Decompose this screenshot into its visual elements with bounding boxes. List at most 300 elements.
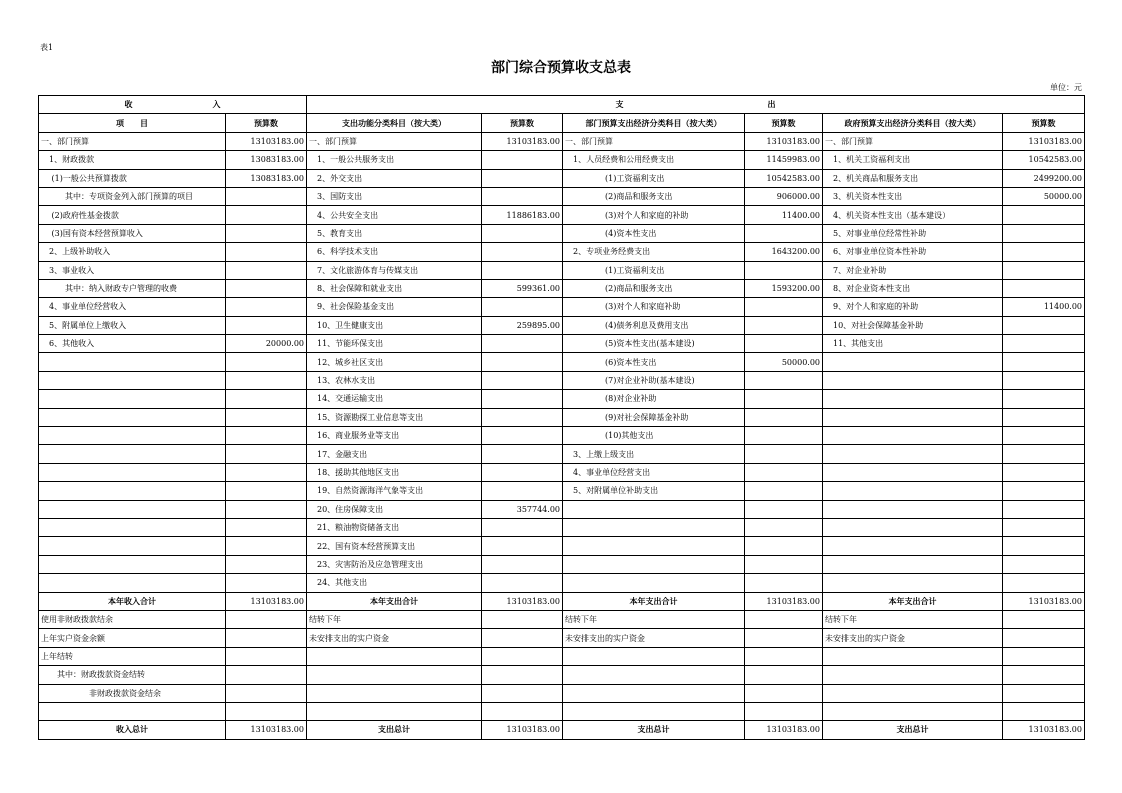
budget-amount-cell bbox=[482, 224, 563, 242]
item-label-cell bbox=[39, 574, 226, 592]
budget-amount-cell: 259895.00 bbox=[482, 316, 563, 334]
expense-header: 支 出 bbox=[307, 96, 1085, 114]
table-row bbox=[39, 187, 1085, 205]
item-label-cell: 5、教育支出 bbox=[307, 224, 482, 242]
item-label-cell bbox=[39, 463, 226, 481]
budget-amount-cell bbox=[1003, 427, 1085, 445]
budget-amount-cell bbox=[745, 666, 823, 684]
item-label-cell bbox=[307, 684, 482, 702]
item-label-cell bbox=[823, 371, 1003, 389]
item-label-cell bbox=[563, 537, 745, 555]
column-header: 部门预算支出经济分类科目（按大类） bbox=[563, 114, 745, 132]
item-label-cell: 3、国防支出 bbox=[307, 187, 482, 205]
item-label-cell: 20、住房保障支出 bbox=[307, 500, 482, 518]
item-label-cell bbox=[563, 647, 745, 665]
item-label-cell: 21、粮油物资储备支出 bbox=[307, 518, 482, 536]
budget-amount-cell bbox=[745, 684, 823, 702]
item-label-cell bbox=[39, 702, 226, 720]
item-label-cell: (10)其他支出 bbox=[563, 427, 745, 445]
item-label-cell: 其中：财政拨款资金结转 bbox=[39, 666, 226, 684]
budget-amount-cell: 13103183.00 bbox=[226, 592, 307, 610]
budget-amount-cell bbox=[745, 371, 823, 389]
table-row bbox=[39, 463, 1085, 481]
budget-amount-cell bbox=[482, 335, 563, 353]
table-row bbox=[39, 206, 1085, 224]
item-label-cell bbox=[307, 702, 482, 720]
column-header: 预算数 bbox=[1003, 114, 1085, 132]
header-row-1 bbox=[39, 96, 1085, 114]
budget-amount-cell bbox=[745, 316, 823, 334]
column-header: 预算数 bbox=[226, 114, 307, 132]
budget-amount-cell: 13103183.00 bbox=[1003, 721, 1085, 739]
item-label-cell bbox=[823, 702, 1003, 720]
budget-amount-cell bbox=[226, 445, 307, 463]
budget-amount-cell: 13103183.00 bbox=[482, 721, 563, 739]
item-label-cell: 未安排支出的实户资金 bbox=[307, 629, 482, 647]
budget-amount-cell bbox=[226, 500, 307, 518]
table-row bbox=[39, 647, 1085, 665]
budget-amount-cell bbox=[226, 187, 307, 205]
budget-table bbox=[38, 95, 1085, 740]
table-number: 表1 bbox=[40, 43, 54, 52]
table-row bbox=[39, 316, 1085, 334]
budget-amount-cell: 50000.00 bbox=[1003, 187, 1085, 205]
budget-amount-cell: 13103183.00 bbox=[745, 132, 823, 150]
item-label-cell: 4、公共安全支出 bbox=[307, 206, 482, 224]
table-row bbox=[39, 224, 1085, 242]
budget-amount-cell bbox=[482, 353, 563, 371]
item-label-cell: 7、文化旅游体育与传媒支出 bbox=[307, 261, 482, 279]
item-label-cell bbox=[39, 408, 226, 426]
item-label-cell: 未安排支出的实户资金 bbox=[563, 629, 745, 647]
item-label-cell: 3、上缴上级支出 bbox=[563, 445, 745, 463]
item-label-cell: 上年结转 bbox=[39, 647, 226, 665]
budget-amount-cell bbox=[482, 574, 563, 592]
budget-amount-cell bbox=[1003, 371, 1085, 389]
budget-amount-cell bbox=[226, 316, 307, 334]
table-row bbox=[39, 610, 1085, 628]
item-label-cell: 4、机关资本性支出（基本建设） bbox=[823, 206, 1003, 224]
budget-amount-cell bbox=[1003, 518, 1085, 536]
item-label-cell bbox=[39, 518, 226, 536]
item-label-cell: 一、部门预算 bbox=[823, 132, 1003, 150]
budget-amount-cell: 13083183.00 bbox=[226, 151, 307, 169]
item-label-cell: 一、部门预算 bbox=[39, 132, 226, 150]
budget-amount-cell: 2499200.00 bbox=[1003, 169, 1085, 187]
budget-amount-cell bbox=[226, 353, 307, 371]
item-label-cell bbox=[823, 666, 1003, 684]
budget-amount-cell bbox=[226, 684, 307, 702]
budget-amount-cell: 20000.00 bbox=[226, 335, 307, 353]
budget-amount-cell bbox=[226, 427, 307, 445]
item-label-cell: 支出总计 bbox=[563, 721, 745, 739]
item-label-cell: 5、对附属单位补助支出 bbox=[563, 482, 745, 500]
item-label-cell: (3)对个人和家庭补助 bbox=[563, 298, 745, 316]
header-row-2 bbox=[39, 114, 1085, 132]
budget-amount-cell bbox=[1003, 629, 1085, 647]
budget-amount-cell: 11400.00 bbox=[1003, 298, 1085, 316]
table-row bbox=[39, 408, 1085, 426]
item-label-cell bbox=[823, 500, 1003, 518]
item-label-cell: (2)政府性基金拨款 bbox=[39, 206, 226, 224]
budget-amount-cell bbox=[226, 279, 307, 297]
budget-amount-cell bbox=[226, 647, 307, 665]
page-title: 部门综合预算收支总表 bbox=[491, 60, 631, 76]
table-row bbox=[39, 666, 1085, 684]
item-label-cell: 5、附属单位上缴收入 bbox=[39, 316, 226, 334]
budget-amount-cell: 13103183.00 bbox=[1003, 132, 1085, 150]
item-label-cell: 10、对社会保障基金补助 bbox=[823, 316, 1003, 334]
budget-amount-cell bbox=[482, 298, 563, 316]
budget-amount-cell: 10542583.00 bbox=[1003, 151, 1085, 169]
item-label-cell bbox=[563, 518, 745, 536]
item-label-cell: (4)债务利息及费用支出 bbox=[563, 316, 745, 334]
budget-amount-cell bbox=[745, 647, 823, 665]
item-label-cell bbox=[563, 500, 745, 518]
item-label-cell: 未安排支出的实户资金 bbox=[823, 629, 1003, 647]
item-label-cell: 2、外交支出 bbox=[307, 169, 482, 187]
budget-amount-cell bbox=[226, 261, 307, 279]
budget-amount-cell: 10542583.00 bbox=[745, 169, 823, 187]
item-label-cell: 一、部门预算 bbox=[563, 132, 745, 150]
table-row bbox=[39, 151, 1085, 169]
item-label-cell: 4、事业单位经营支出 bbox=[563, 463, 745, 481]
budget-amount-cell bbox=[226, 463, 307, 481]
item-label-cell: 6、对事业单位资本性补助 bbox=[823, 243, 1003, 261]
budget-amount-cell bbox=[226, 390, 307, 408]
budget-amount-cell bbox=[745, 335, 823, 353]
table-row bbox=[39, 445, 1085, 463]
item-label-cell: 17、金融支出 bbox=[307, 445, 482, 463]
item-label-cell: 15、资源勘探工业信息等支出 bbox=[307, 408, 482, 426]
budget-amount-cell bbox=[226, 574, 307, 592]
budget-amount-cell bbox=[1003, 335, 1085, 353]
table-row bbox=[39, 169, 1085, 187]
budget-amount-cell: 357744.00 bbox=[482, 500, 563, 518]
table-row bbox=[39, 132, 1085, 150]
budget-amount-cell bbox=[482, 482, 563, 500]
column-header: 预算数 bbox=[482, 114, 563, 132]
table-row bbox=[39, 518, 1085, 536]
item-label-cell: (1)工资福利支出 bbox=[563, 169, 745, 187]
item-label-cell: 11、其他支出 bbox=[823, 335, 1003, 353]
budget-amount-cell bbox=[482, 463, 563, 481]
budget-amount-cell bbox=[482, 610, 563, 628]
budget-amount-cell: 11886183.00 bbox=[482, 206, 563, 224]
budget-amount-cell bbox=[482, 647, 563, 665]
item-label-cell bbox=[39, 371, 226, 389]
item-label-cell: 本年收入合计 bbox=[39, 592, 226, 610]
item-label-cell bbox=[563, 574, 745, 592]
item-label-cell: 23、灾害防治及应急管理支出 bbox=[307, 555, 482, 573]
item-label-cell: 22、国有资本经营预算支出 bbox=[307, 537, 482, 555]
item-label-cell: 其中：纳入财政专户管理的收费 bbox=[39, 279, 226, 297]
budget-amount-cell bbox=[482, 243, 563, 261]
item-label-cell: 9、对个人和家庭的补助 bbox=[823, 298, 1003, 316]
year-total-row bbox=[39, 592, 1085, 610]
column-header: 政府预算支出经济分类科目（按大类） bbox=[823, 114, 1003, 132]
budget-amount-cell bbox=[482, 151, 563, 169]
table-row bbox=[39, 684, 1085, 702]
item-label-cell: 8、社会保障和就业支出 bbox=[307, 279, 482, 297]
grand-total-row bbox=[39, 721, 1085, 739]
table-row bbox=[39, 353, 1085, 371]
budget-amount-cell bbox=[482, 390, 563, 408]
table-row bbox=[39, 537, 1085, 555]
budget-amount-cell bbox=[745, 427, 823, 445]
column-header: 项 目 bbox=[39, 114, 226, 132]
table-row bbox=[39, 279, 1085, 297]
table-row bbox=[39, 482, 1085, 500]
item-label-cell: (6)资本性支出 bbox=[563, 353, 745, 371]
item-label-cell: (8)对企业补助 bbox=[563, 390, 745, 408]
budget-amount-cell bbox=[482, 684, 563, 702]
unit-label: 单位：元 bbox=[1050, 83, 1082, 92]
item-label-cell bbox=[823, 463, 1003, 481]
item-label-cell bbox=[823, 353, 1003, 371]
budget-amount-cell bbox=[745, 610, 823, 628]
budget-amount-cell bbox=[482, 518, 563, 536]
item-label-cell: 5、对事业单位经常性补助 bbox=[823, 224, 1003, 242]
budget-amount-cell bbox=[226, 298, 307, 316]
budget-amount-cell bbox=[226, 666, 307, 684]
item-label-cell: 一、部门预算 bbox=[307, 132, 482, 150]
item-label-cell: 支出总计 bbox=[823, 721, 1003, 739]
item-label-cell: 结转下年 bbox=[563, 610, 745, 628]
budget-amount-cell bbox=[745, 224, 823, 242]
item-label-cell bbox=[823, 574, 1003, 592]
budget-amount-cell bbox=[226, 610, 307, 628]
budget-amount-cell bbox=[745, 445, 823, 463]
budget-amount-cell: 11400.00 bbox=[745, 206, 823, 224]
budget-amount-cell bbox=[745, 463, 823, 481]
budget-amount-cell: 13103183.00 bbox=[482, 132, 563, 150]
budget-amount-cell: 13103183.00 bbox=[226, 132, 307, 150]
item-label-cell: 支出总计 bbox=[307, 721, 482, 739]
item-label-cell: 16、商业服务业等支出 bbox=[307, 427, 482, 445]
item-label-cell: 非财政拨款资金结余 bbox=[39, 684, 226, 702]
budget-amount-cell bbox=[1003, 408, 1085, 426]
item-label-cell bbox=[823, 390, 1003, 408]
item-label-cell: 结转下年 bbox=[307, 610, 482, 628]
budget-amount-cell bbox=[226, 555, 307, 573]
item-label-cell: (4)资本性支出 bbox=[563, 224, 745, 242]
item-label-cell bbox=[563, 702, 745, 720]
item-label-cell bbox=[823, 684, 1003, 702]
budget-amount-cell bbox=[226, 206, 307, 224]
item-label-cell: (3)国有资本经营预算收入 bbox=[39, 224, 226, 242]
item-label-cell: 10、卫生健康支出 bbox=[307, 316, 482, 334]
item-label-cell: 12、城乡社区支出 bbox=[307, 353, 482, 371]
budget-amount-cell bbox=[745, 574, 823, 592]
table-row bbox=[39, 574, 1085, 592]
item-label-cell bbox=[563, 684, 745, 702]
budget-amount-cell bbox=[226, 371, 307, 389]
item-label-cell bbox=[39, 445, 226, 463]
budget-amount-cell bbox=[1003, 610, 1085, 628]
item-label-cell: (1)一般公共预算拨款 bbox=[39, 169, 226, 187]
budget-amount-cell bbox=[1003, 574, 1085, 592]
budget-amount-cell bbox=[745, 518, 823, 536]
item-label-cell bbox=[823, 408, 1003, 426]
item-label-cell bbox=[39, 390, 226, 408]
item-label-cell bbox=[823, 482, 1003, 500]
budget-amount-cell bbox=[226, 482, 307, 500]
budget-amount-cell bbox=[1003, 684, 1085, 702]
budget-amount-cell bbox=[1003, 206, 1085, 224]
budget-amount-cell bbox=[226, 629, 307, 647]
budget-amount-cell bbox=[482, 702, 563, 720]
item-label-cell: (2)商品和服务支出 bbox=[563, 279, 745, 297]
income-header: 收 入 bbox=[39, 96, 307, 114]
budget-amount-cell bbox=[745, 500, 823, 518]
item-label-cell bbox=[307, 666, 482, 684]
item-label-cell bbox=[563, 666, 745, 684]
item-label-cell bbox=[823, 427, 1003, 445]
table-row bbox=[39, 390, 1085, 408]
item-label-cell: (7)对企业补助(基本建设) bbox=[563, 371, 745, 389]
item-label-cell: 7、对企业补助 bbox=[823, 261, 1003, 279]
item-label-cell bbox=[823, 537, 1003, 555]
budget-amount-cell: 1643200.00 bbox=[745, 243, 823, 261]
budget-amount-cell bbox=[1003, 463, 1085, 481]
table-row bbox=[39, 500, 1085, 518]
budget-amount-cell bbox=[482, 371, 563, 389]
budget-amount-cell bbox=[1003, 555, 1085, 573]
budget-amount-cell bbox=[1003, 647, 1085, 665]
budget-amount-cell bbox=[482, 537, 563, 555]
table-row bbox=[39, 261, 1085, 279]
item-label-cell: (5)资本性支出(基本建设) bbox=[563, 335, 745, 353]
budget-amount-cell bbox=[482, 629, 563, 647]
item-label-cell: 24、其他支出 bbox=[307, 574, 482, 592]
item-label-cell bbox=[39, 427, 226, 445]
item-label-cell: 13、农林水支出 bbox=[307, 371, 482, 389]
budget-amount-cell: 599361.00 bbox=[482, 279, 563, 297]
item-label-cell: 1、一般公共服务支出 bbox=[307, 151, 482, 169]
item-label-cell bbox=[307, 647, 482, 665]
table-row bbox=[39, 555, 1085, 573]
item-label-cell bbox=[39, 353, 226, 371]
budget-amount-cell bbox=[482, 427, 563, 445]
item-label-cell: 本年支出合计 bbox=[307, 592, 482, 610]
table-row bbox=[39, 629, 1085, 647]
table-row bbox=[39, 335, 1085, 353]
budget-amount-cell bbox=[1003, 482, 1085, 500]
item-label-cell: 1、人员经费和公用经费支出 bbox=[563, 151, 745, 169]
budget-amount-cell bbox=[226, 537, 307, 555]
budget-amount-cell: 13103183.00 bbox=[226, 721, 307, 739]
budget-amount-cell: 50000.00 bbox=[745, 353, 823, 371]
budget-amount-cell bbox=[1003, 316, 1085, 334]
item-label-cell: 6、科学技术支出 bbox=[307, 243, 482, 261]
budget-amount-cell bbox=[1003, 279, 1085, 297]
budget-amount-cell bbox=[1003, 224, 1085, 242]
item-label-cell: 19、自然资源海洋气象等支出 bbox=[307, 482, 482, 500]
item-label-cell bbox=[823, 647, 1003, 665]
item-label-cell: 2、上级补助收入 bbox=[39, 243, 226, 261]
column-header: 支出功能分类科目（按大类） bbox=[307, 114, 482, 132]
item-label-cell: 3、事业收入 bbox=[39, 261, 226, 279]
budget-amount-cell bbox=[745, 702, 823, 720]
item-label-cell: 1、机关工资福利支出 bbox=[823, 151, 1003, 169]
budget-amount-cell bbox=[1003, 353, 1085, 371]
budget-amount-cell: 13103183.00 bbox=[482, 592, 563, 610]
budget-amount-cell bbox=[482, 187, 563, 205]
item-label-cell bbox=[39, 555, 226, 573]
item-label-cell: (1)工资福利支出 bbox=[563, 261, 745, 279]
budget-amount-cell bbox=[745, 555, 823, 573]
item-label-cell: 本年支出合计 bbox=[823, 592, 1003, 610]
item-label-cell: 2、专项业务经费支出 bbox=[563, 243, 745, 261]
budget-amount-cell bbox=[745, 298, 823, 316]
budget-amount-cell bbox=[482, 445, 563, 463]
item-label-cell: (9)对社会保障基金补助 bbox=[563, 408, 745, 426]
budget-amount-cell bbox=[745, 537, 823, 555]
budget-amount-cell bbox=[745, 408, 823, 426]
item-label-cell bbox=[39, 500, 226, 518]
item-label-cell: 使用非财政拨款结余 bbox=[39, 610, 226, 628]
budget-amount-cell bbox=[226, 408, 307, 426]
budget-amount-cell: 1593200.00 bbox=[745, 279, 823, 297]
item-label-cell: 结转下年 bbox=[823, 610, 1003, 628]
item-label-cell: 3、机关资本性支出 bbox=[823, 187, 1003, 205]
budget-amount-cell bbox=[1003, 390, 1085, 408]
budget-amount-cell bbox=[1003, 261, 1085, 279]
item-label-cell: 1、财政拨款 bbox=[39, 151, 226, 169]
budget-amount-cell bbox=[745, 390, 823, 408]
item-label-cell: 11、节能环保支出 bbox=[307, 335, 482, 353]
item-label-cell bbox=[39, 482, 226, 500]
budget-amount-cell bbox=[482, 666, 563, 684]
budget-amount-cell bbox=[226, 243, 307, 261]
budget-amount-cell bbox=[1003, 500, 1085, 518]
budget-amount-cell bbox=[1003, 702, 1085, 720]
budget-amount-cell bbox=[482, 555, 563, 573]
budget-amount-cell: 13083183.00 bbox=[226, 169, 307, 187]
item-label-cell: 本年支出合计 bbox=[563, 592, 745, 610]
budget-amount-cell bbox=[226, 224, 307, 242]
table-row bbox=[39, 702, 1085, 720]
budget-amount-cell bbox=[482, 408, 563, 426]
budget-amount-cell bbox=[1003, 666, 1085, 684]
budget-amount-cell: 13103183.00 bbox=[1003, 592, 1085, 610]
item-label-cell: 4、事业单位经营收入 bbox=[39, 298, 226, 316]
item-label-cell bbox=[39, 537, 226, 555]
item-label-cell: 6、其他收入 bbox=[39, 335, 226, 353]
budget-amount-cell bbox=[745, 261, 823, 279]
item-label-cell: 8、对企业资本性支出 bbox=[823, 279, 1003, 297]
budget-amount-cell bbox=[482, 261, 563, 279]
budget-amount-cell: 11459983.00 bbox=[745, 151, 823, 169]
item-label-cell: 收入总计 bbox=[39, 721, 226, 739]
item-label-cell: 2、机关商品和服务支出 bbox=[823, 169, 1003, 187]
item-label-cell: 其中：专项资金列入部门预算的项目 bbox=[39, 187, 226, 205]
budget-amount-cell bbox=[482, 169, 563, 187]
budget-amount-cell bbox=[1003, 243, 1085, 261]
item-label-cell bbox=[563, 555, 745, 573]
table-row bbox=[39, 371, 1085, 389]
budget-amount-cell bbox=[1003, 445, 1085, 463]
budget-amount-cell bbox=[226, 702, 307, 720]
item-label-cell: 9、社会保险基金支出 bbox=[307, 298, 482, 316]
item-label-cell: 14、交通运输支出 bbox=[307, 390, 482, 408]
item-label-cell bbox=[823, 445, 1003, 463]
table-row bbox=[39, 427, 1085, 445]
budget-amount-cell: 906000.00 bbox=[745, 187, 823, 205]
table-row bbox=[39, 298, 1085, 316]
item-label-cell: 18、援助其他地区支出 bbox=[307, 463, 482, 481]
